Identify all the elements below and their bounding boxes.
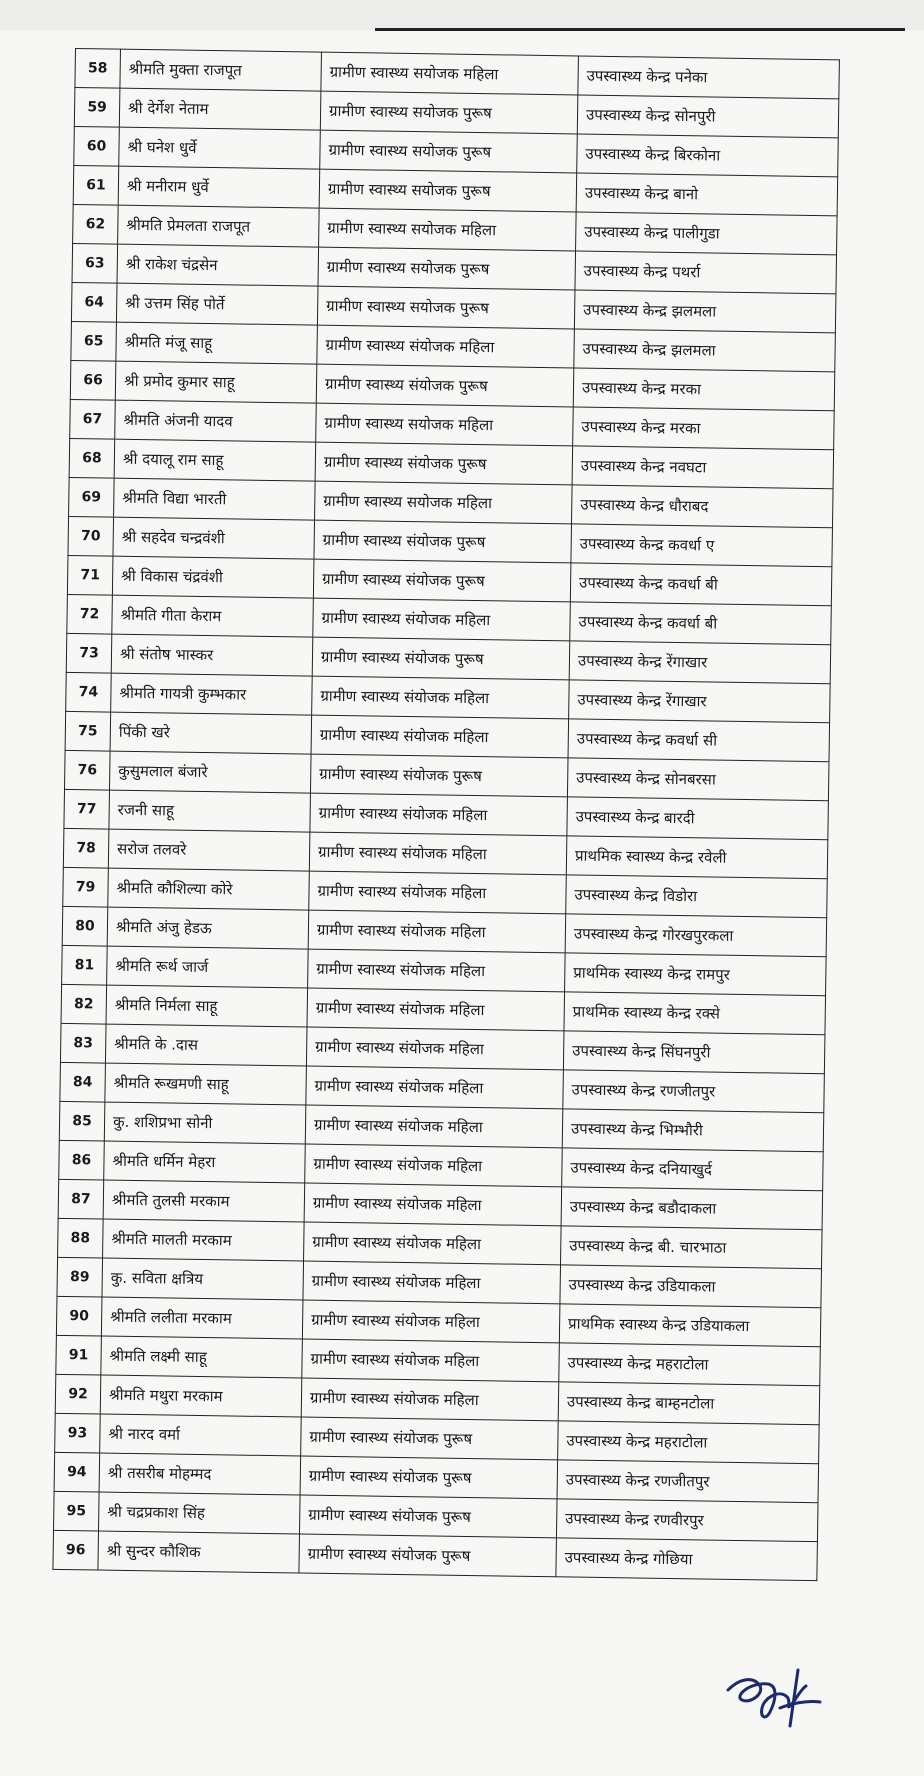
designation: ग्रामीण स्वास्थ्य संयोजक महिला <box>317 325 575 368</box>
serial-number: 61 <box>73 165 119 205</box>
posting-place: उपस्वास्थ्य केन्द्र रणजीतपुर <box>563 1070 825 1113</box>
employee-name: पिंकी खरे <box>110 712 312 754</box>
designation: ग्रामीण स्वास्थ्य संयोजक पुरूष <box>299 1534 557 1577</box>
serial-number: 84 <box>60 1062 106 1102</box>
staff-table <box>52 48 839 1581</box>
posting-place: उपस्वास्थ्य केन्द्र रेंगाखार <box>569 680 831 723</box>
posting-place: उपस्वास्थ्य केन्द्र झलमला <box>574 290 836 333</box>
serial-number: 87 <box>58 1179 104 1219</box>
posting-place: उपस्वास्थ्य केन्द्र बाम्हनटोला <box>558 1382 820 1425</box>
posting-place: उपस्वास्थ्य केन्द्र बडौदाकला <box>561 1187 823 1230</box>
employee-name: कुसुमलाल बंजारे <box>109 751 311 793</box>
posting-place: उपस्वास्थ्य केन्द्र पथर्रा <box>575 251 837 294</box>
posting-place: उपस्वास्थ्य केन्द्र नवघटा <box>572 446 834 489</box>
designation: ग्रामीण स्वास्थ्य संयोजक पुरूष <box>313 559 571 602</box>
posting-place: उपस्वास्थ्य केन्द्र सिंघनपुरी <box>563 1031 825 1074</box>
designation: ग्रामीण स्वास्थ्य संयोजक महिला <box>304 1222 562 1265</box>
posting-place: उपस्वास्थ्य केन्द्र बानो <box>576 173 838 216</box>
employee-name: श्रीमति गीता केराम <box>112 595 314 637</box>
serial-number: 90 <box>56 1296 102 1336</box>
employee-name: श्री घनेश धुर्वे <box>119 127 321 169</box>
employee-name: श्रीमति गायत्री कुम्भकार <box>111 673 313 715</box>
employee-name: कु. शशिप्रभा सोनी <box>104 1102 306 1144</box>
serial-number: 60 <box>74 126 120 166</box>
designation: ग्रामीण स्वास्थ्य सयोजक पुरूष <box>318 247 576 290</box>
designation: ग्रामीण स्वास्थ्य संयोजक महिला <box>310 793 568 836</box>
posting-place: उपस्वास्थ्य केन्द्र सोनपुरी <box>577 95 839 138</box>
employee-name: श्रीमति तुलसी मरकाम <box>103 1180 305 1222</box>
employee-name: श्री तसरीब मोहम्मद <box>99 1453 301 1495</box>
posting-place: उपस्वास्थ्य केन्द्र गोरखपुरकला <box>565 914 827 957</box>
designation: ग्रामीण स्वास्थ्य संयोजक पुरूष <box>316 364 574 407</box>
designation: ग्रामीण स्वास्थ्य संयोजक महिला <box>302 1300 560 1343</box>
serial-number: 83 <box>60 1023 106 1063</box>
employee-name: श्रीमति धर्मिन मेहरा <box>104 1141 306 1183</box>
designation: ग्रामीण स्वास्थ्य सयोजक महिला <box>315 481 573 524</box>
top-rule <box>375 28 905 31</box>
employee-name: श्री सहदेव चन्द्रवंशी <box>113 517 315 559</box>
serial-number: 80 <box>62 906 108 946</box>
designation: ग्रामीण स्वास्थ्य संयोजक महिला <box>313 598 571 641</box>
designation: ग्रामीण स्वास्थ्य सयोजक महिला <box>316 403 574 446</box>
employee-name: श्रीमति रूखमणी साहू <box>105 1063 307 1105</box>
designation: ग्रामीण स्वास्थ्य संयोजक पुरूष <box>315 442 573 485</box>
serial-number: 75 <box>65 711 111 751</box>
posting-place: उपस्वास्थ्य केन्द्र भिम्भौरी <box>562 1109 824 1152</box>
posting-place: उपस्वास्थ्य केन्द्र दनियाखुर्द <box>562 1148 824 1191</box>
designation: ग्रामीण स्वास्थ्य संयोजक महिला <box>307 988 565 1031</box>
serial-number: 68 <box>69 438 115 478</box>
designation: ग्रामीण स्वास्थ्य संयोजक महिला <box>304 1183 562 1226</box>
posting-place: उपस्वास्थ्य केन्द्र महराटोला <box>559 1343 821 1386</box>
designation: ग्रामीण स्वास्थ्य संयोजक महिला <box>306 1027 564 1070</box>
posting-place: उपस्वास्थ्य केन्द्र कवर्धा बी <box>570 563 832 606</box>
posting-place: उपस्वास्थ्य केन्द्र विडोरा <box>566 875 828 918</box>
serial-number: 64 <box>71 282 117 322</box>
employee-name: श्री संतोष भास्कर <box>111 634 313 676</box>
posting-place: प्राथमिक स्वास्थ्य केन्द्र उडियाकला <box>559 1304 821 1347</box>
serial-number: 59 <box>74 88 120 128</box>
employee-name: श्रीमति कौशिल्या कोरे <box>108 868 310 910</box>
serial-number: 86 <box>59 1140 105 1180</box>
posting-place: उपस्वास्थ्य केन्द्र मरका <box>573 407 835 450</box>
posting-place: उपस्वास्थ्य केन्द्र रणजीतपुर <box>557 1460 819 1503</box>
serial-number: 74 <box>66 672 112 712</box>
posting-place: उपस्वास्थ्य केन्द्र रेंगाखार <box>569 641 831 684</box>
designation: ग्रामीण स्वास्थ्य सयोजक पुरूष <box>317 286 575 329</box>
posting-place: उपस्वास्थ्य केन्द्र बी. चारभाठा <box>561 1226 823 1269</box>
employee-name: श्रीमति लक्ष्मी साहू <box>101 1336 303 1378</box>
serial-number: 93 <box>55 1413 101 1453</box>
serial-number: 62 <box>73 204 119 244</box>
employee-name: श्रीमति निर्मला साहू <box>106 985 308 1027</box>
employee-name: श्रीमति मालती मरकाम <box>103 1219 305 1261</box>
designation: ग्रामीण स्वास्थ्य संयोजक पुरूष <box>310 754 568 797</box>
posting-place: उपस्वास्थ्य केन्द्र कवर्धा ए <box>571 524 833 567</box>
serial-number: 65 <box>71 321 117 361</box>
designation: ग्रामीण स्वास्थ्य संयोजक महिला <box>301 1378 559 1421</box>
employee-name: श्रीमति प्रेमलता राजपूत <box>118 205 320 247</box>
staff-table-body <box>53 49 839 1581</box>
designation: ग्रामीण स्वास्थ्य संयोजक महिला <box>306 1066 564 1109</box>
employee-name: रजनी साहू <box>109 790 311 832</box>
employee-name: श्री मनीराम धुर्वे <box>118 166 320 208</box>
employee-name: श्री राकेश चंद्रसेन <box>117 244 319 286</box>
serial-number: 79 <box>63 867 109 907</box>
employee-name: श्री चद्रप्रकाश सिंह <box>99 1492 301 1534</box>
employee-name: श्रीमति मुक्ता राजपूत <box>120 49 322 91</box>
staff-table-wrapper <box>52 48 839 1581</box>
serial-number: 73 <box>66 633 112 673</box>
posting-place: उपस्वास्थ्य केन्द्र मरका <box>573 368 835 411</box>
posting-place: प्राथमिक स्वास्थ्य केन्द्र रक्से <box>564 992 826 1035</box>
serial-number: 89 <box>57 1257 103 1297</box>
designation: ग्रामीण स्वास्थ्य संयोजक महिला <box>302 1339 560 1382</box>
serial-number: 92 <box>55 1374 101 1414</box>
posting-place: उपस्वास्थ्य केन्द्र पनेका <box>578 56 840 99</box>
serial-number: 82 <box>61 984 107 1024</box>
serial-number: 66 <box>70 360 116 400</box>
serial-number: 81 <box>62 945 108 985</box>
designation: ग्रामीण स्वास्थ्य संयोजक महिला <box>309 832 567 875</box>
designation: ग्रामीण स्वास्थ्य सयोजक पुरूष <box>320 130 578 173</box>
employee-name: सरोज तलवरे <box>108 829 310 871</box>
employee-name: श्री विकास चंद्रवंशी <box>112 556 314 598</box>
posting-place: उपस्वास्थ्य केन्द्र बारदी <box>567 797 829 840</box>
serial-number: 91 <box>56 1335 102 1375</box>
employee-name: श्रीमति के .दास <box>105 1024 307 1066</box>
serial-number: 96 <box>53 1530 99 1570</box>
serial-number: 63 <box>72 243 118 283</box>
employee-name: श्रीमति ललीता मरकाम <box>101 1297 303 1339</box>
posting-place: उपस्वास्थ्य केन्द्र झलमला <box>574 329 836 372</box>
posting-place: प्राथमिक स्वास्थ्य केन्द्र रामपुर <box>565 953 827 996</box>
serial-number: 58 <box>75 49 121 89</box>
posting-place: उपस्वास्थ्य केन्द्र सोनबरसा <box>567 758 829 801</box>
posting-place: उपस्वास्थ्य केन्द्र बिरकोना <box>577 134 839 177</box>
posting-place: उपस्वास्थ्य केन्द्र धौराबद <box>571 485 833 528</box>
top-bar <box>0 0 924 30</box>
designation: ग्रामीण स्वास्थ्य संयोजक पुरूष <box>312 637 570 680</box>
serial-number: 70 <box>68 516 114 556</box>
designation: ग्रामीण स्वास्थ्य संयोजक महिला <box>303 1261 561 1304</box>
employee-name: श्रीमति विद्या भारती <box>114 478 316 520</box>
serial-number: 69 <box>69 477 115 517</box>
signature-icon <box>720 1660 830 1730</box>
employee-name: श्री दयालू राम साहू <box>114 439 316 481</box>
serial-number: 88 <box>58 1218 104 1258</box>
designation: ग्रामीण स्वास्थ्य सयोजक महिला <box>319 208 577 251</box>
serial-number: 67 <box>70 399 116 439</box>
posting-place: उपस्वास्थ्य केन्द्र महराटोला <box>558 1421 820 1464</box>
designation: ग्रामीण स्वास्थ्य संयोजक पुरूष <box>314 520 572 563</box>
designation: ग्रामीण स्वास्थ्य संयोजक महिला <box>308 949 566 992</box>
designation: ग्रामीण स्वास्थ्य सयोजक महिला <box>321 52 579 95</box>
posting-place: उपस्वास्थ्य केन्द्र गोछिया <box>556 1538 818 1581</box>
employee-name: श्री नारद वर्मा <box>100 1414 302 1456</box>
posting-place: प्राथमिक स्वास्थ्य केन्द्र रवेली <box>566 836 828 879</box>
designation: ग्रामीण स्वास्थ्य संयोजक महिला <box>305 1144 563 1187</box>
designation: ग्रामीण स्वास्थ्य संयोजक महिला <box>309 871 567 914</box>
serial-number: 76 <box>64 750 110 790</box>
employee-name: श्री प्रमोद कुमार साहू <box>115 361 317 403</box>
employee-name: श्री उत्तम सिंह पोर्ते <box>116 283 318 325</box>
designation: ग्रामीण स्वास्थ्य संयोजक महिला <box>308 910 566 953</box>
employee-name: श्रीमति अंजनी यादव <box>115 400 317 442</box>
designation: ग्रामीण स्वास्थ्य संयोजक पुरूष <box>300 1456 558 1499</box>
serial-number: 85 <box>59 1101 105 1141</box>
serial-number: 78 <box>63 828 109 868</box>
employee-name: श्रीमति मंजू साहू <box>116 322 318 364</box>
designation: ग्रामीण स्वास्थ्य संयोजक महिला <box>312 676 570 719</box>
designation: ग्रामीण स्वास्थ्य संयोजक महिला <box>311 715 569 758</box>
posting-place: उपस्वास्थ्य केन्द्र कवर्धा बी <box>570 602 832 645</box>
serial-number: 77 <box>64 789 110 829</box>
designation: ग्रामीण स्वास्थ्य सयोजक पुरूष <box>320 91 578 134</box>
posting-place: उपस्वास्थ्य केन्द्र उडियाकला <box>560 1265 822 1308</box>
employee-name: श्रीमति रूर्थ जार्ज <box>107 946 309 988</box>
employee-name: श्री देर्गेश नेताम <box>119 88 321 130</box>
posting-place: उपस्वास्थ्य केन्द्र रणवीरपुर <box>556 1499 818 1542</box>
employee-name: श्री सुन्दर कौशिक <box>98 1531 300 1573</box>
serial-number: 71 <box>67 555 113 595</box>
posting-place: उपस्वास्थ्य केन्द्र कवर्धा सी <box>568 719 830 762</box>
designation: ग्रामीण स्वास्थ्य सयोजक पुरूष <box>319 169 577 212</box>
posting-place: उपस्वास्थ्य केन्द्र पालीगुडा <box>576 212 838 255</box>
designation: ग्रामीण स्वास्थ्य संयोजक महिला <box>305 1105 563 1148</box>
serial-number: 94 <box>54 1452 100 1492</box>
serial-number: 95 <box>54 1491 100 1531</box>
designation: ग्रामीण स्वास्थ्य संयोजक पुरूष <box>301 1417 559 1460</box>
designation: ग्रामीण स्वास्थ्य संयोजक पुरूष <box>299 1495 557 1538</box>
employee-name: कु. सविता क्षत्रिय <box>102 1258 304 1300</box>
employee-name: श्रीमति मथुरा मरकाम <box>100 1375 302 1417</box>
serial-number: 72 <box>67 594 113 634</box>
employee-name: श्रीमति अंजु हेडऊ <box>107 907 309 949</box>
